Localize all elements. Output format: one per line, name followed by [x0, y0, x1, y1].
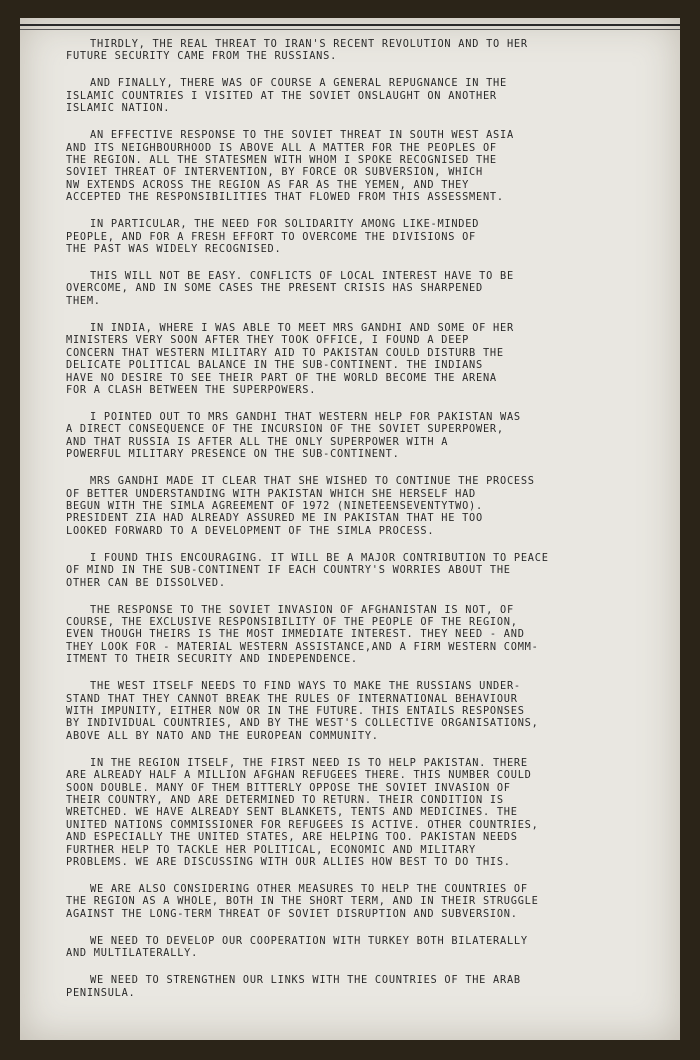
paragraph-2-text: AND FINALLY, THERE WAS OF COURSE A GENERAL REPUGNANCE IN THE ISLAMIC COUNTRIES I VISITED AT THE SOVIET ONSLAUGHT ON ANOTHER ISLAMIC NATION. — [66, 77, 507, 115]
paragraph-8-text: MRS GANDHI MADE IT CLEAR THAT SHE WISHED TO CONTINUE THE PROCESS OF BETTER UNDERSTANDING WITH PAKISTAN WHICH SHE HERSELF HAD BEGUN WITH THE SIMLA AGREEMENT OF 1972 (NINETEENSEVENTYTWO). PRESIDENT ZIA HAD ALREADY ASSURED ME IN PAKISTAN THAT HE TOO LOOKED FORWARD TO A DEVELOPMENT OF THE SIMLA PROCESS. — [66, 475, 535, 537]
paragraph-11 — [66, 680, 626, 742]
document-page — [20, 18, 680, 1040]
paragraph-14-text: WE NEED TO DEVELOP OUR COOPERATION WITH TURKEY BOTH BILATERALLY AND MULTILATERALLY. — [66, 934, 528, 960]
paragraph-3 — [66, 129, 626, 203]
paragraph-7-text: I POINTED OUT TO MRS GANDHI THAT WESTERN HELP FOR PAKISTAN WAS A DIRECT CONSEQUENCE OF THE INCURSION OF THE SOVIET SUPERPOWER, AND THAT RUSSIA IS AFTER ALL THE ONLY SUPERPOWER WITH A POWERFUL MILITARY PRESENCE ON THE SUB-CONTINENT. — [66, 410, 521, 461]
paragraph-5-text: THIS WILL NOT BE EASY. CONFLICTS OF LOCAL INTEREST HAVE TO BE OVERCOME, AND IN SOME CASES THE PRESENT CRISIS HAS SHARPENED THEM. — [66, 270, 514, 307]
paragraph-1-text: THIRDLY, THE REAL THREAT TO IRAN'S RECENT REVOLUTION AND TO HER FUTURE SECURITY CAME FROM THE RUSSIANS. — [66, 38, 528, 63]
paragraph-10 — [66, 604, 626, 666]
paragraph-8 — [66, 475, 626, 537]
paragraph-13-text: WE ARE ALSO CONSIDERING OTHER MEASURES TO HELP THE COUNTRIES OF THE REGION AS A WHOLE, BOTH IN THE SHORT TERM, AND IN THEIR STRUGGLE AGAINST THE LONG-TERM THREAT OF SOVIET DISRUPTION AND SUBVERSION. — [66, 883, 539, 920]
paragraph-10-text: THE RESPONSE TO THE SOVIET INVASION OF AFGHANISTAN IS NOT, OF COURSE, THE EXCLUSIVE RESPONSIBILITY OF THE PEOPLE OF THE REGION, EVEN THOUGH THEIRS IS THE MOST IMMEDIATE INTEREST. THEY NEED - AND THEY LOOK FOR - MATERIAL WESTERN ASSISTANCE,AND A FIRM WESTERN COMM- ITMENT TO THEIR SECURITY AND INDEPENDENCE. — [66, 603, 539, 666]
paragraph-3-text: AN EFFECTIVE RESPONSE TO THE SOVIET THREAT IN SOUTH WEST ASIA AND ITS NEIGHBOURHOOD IS ABOVE ALL A MATTER FOR THE PEOPLES OF THE REGION. ALL THE STATESMEN WITH WHOM I SPOKE RECOGNISED THE SOVIET THREAT OF INTERVENTION, BY FORCE OR SUBVERSION, WHICH NW EXTENDS ACROSS THE REGION AS FAR AS THE YEMEN, AND THEY ACCEPTED THE RESPONSIBILITIES THAT FLOWED FROM THIS ASSESSMENT. — [66, 129, 514, 204]
paragraph-4-text: IN PARTICULAR, THE NEED FOR SOLIDARITY AMONG LIKE-MINDED PEOPLE, AND FOR A FRESH EFFORT TO OVERCOME THE DIVISIONS OF THE PAST WAS WIDELY RECOGNISED. — [66, 218, 480, 256]
top-rule — [20, 24, 680, 26]
paragraph-1 — [66, 38, 626, 63]
paragraph-12-text: IN THE REGION ITSELF, THE FIRST NEED IS TO HELP PAKISTAN. THERE ARE ALREADY HALF A MILLION AFGHAN REFUGEES THERE. THIS NUMBER COULD SOON DOUBLE. MANY OF THEM BITTERLY OPPOSE THE SOVIET INVASION OF THEIR COUNTRY, AND ARE DETERMINED TO RETURN. THEIR CONDITION IS WRETCHED. WE HAVE ALREADY SENT BLANKETS, TENTS AND MEDICINES. THE UNITED NATIONS COMMISSIONER FOR REFUGEES IS ACTIVE. OTHER COUNTRIES, AND ESPECIALLY THE UNITED STATES, ARE HELPING TOO. PAKISTAN NEEDS FURTHER HELP TO TACKLE HER POLITICAL, ECONOMIC AND MILITARY PROBLEMS. WE ARE DISCUSSING WITH OUR ALLIES HOW BEST TO DO THIS. — [66, 756, 539, 869]
paragraph-15-text: WE NEED TO STRENGTHEN OUR LINKS WITH THE COUNTRIES OF THE ARAB PENINSULA. — [66, 974, 521, 999]
paragraph-6 — [66, 322, 626, 396]
paragraph-2 — [66, 77, 626, 114]
paragraph-7 — [66, 411, 626, 461]
document-body — [66, 38, 626, 1014]
paragraph-5 — [66, 270, 626, 307]
paragraph-4 — [66, 218, 626, 255]
paragraph-9-text: I FOUND THIS ENCOURAGING. IT WILL BE A MAJOR CONTRIBUTION TO PEACE OF MIND IN THE SUB-CONTINENT IF EACH COUNTRY'S WORRIES ABOUT THE OTHER CAN BE DISSOLVED. — [66, 551, 549, 589]
top-rule-thin — [20, 29, 680, 30]
paragraph-11-text: THE WEST ITSELF NEEDS TO FIND WAYS TO MAKE THE RUSSIANS UNDER- STAND THAT THEY CANNOT BREAK THE RULES OF INTERNATIONAL BEHAVIOUR WITH IMPUNITY, EITHER NOW OR IN THE FUTURE. THIS ENTAILS RESPONSES BY INDIVIDUAL COUNTRIES, AND BY THE WEST'S COLLECTIVE ORGANISATIONS, ABOVE ALL BY NATO AND THE EUROPEAN COMMUNITY. — [66, 680, 539, 742]
paragraph-12 — [66, 757, 626, 869]
paragraph-6-text: IN INDIA, WHERE I WAS ABLE TO MEET MRS GANDHI AND SOME OF HER MINISTERS VERY SOON AFTER THEY TOOK OFFICE, I FOUND A DEEP CONCERN THAT WESTERN MILITARY AID TO PAKISTAN COULD DISTURB THE DELICATE POLITICAL BALANCE IN THE SUB-CONTINENT. THE INDIANS HAVE NO DESIRE TO SEE THEIR PART OF THE WORLD BECOME THE ARENA FOR A CLASH BETWEEN THE SUPERPOWERS. — [66, 321, 514, 396]
paragraph-15 — [66, 974, 626, 999]
paragraph-14 — [66, 935, 626, 960]
paragraph-13 — [66, 883, 626, 920]
paragraph-9 — [66, 552, 626, 589]
